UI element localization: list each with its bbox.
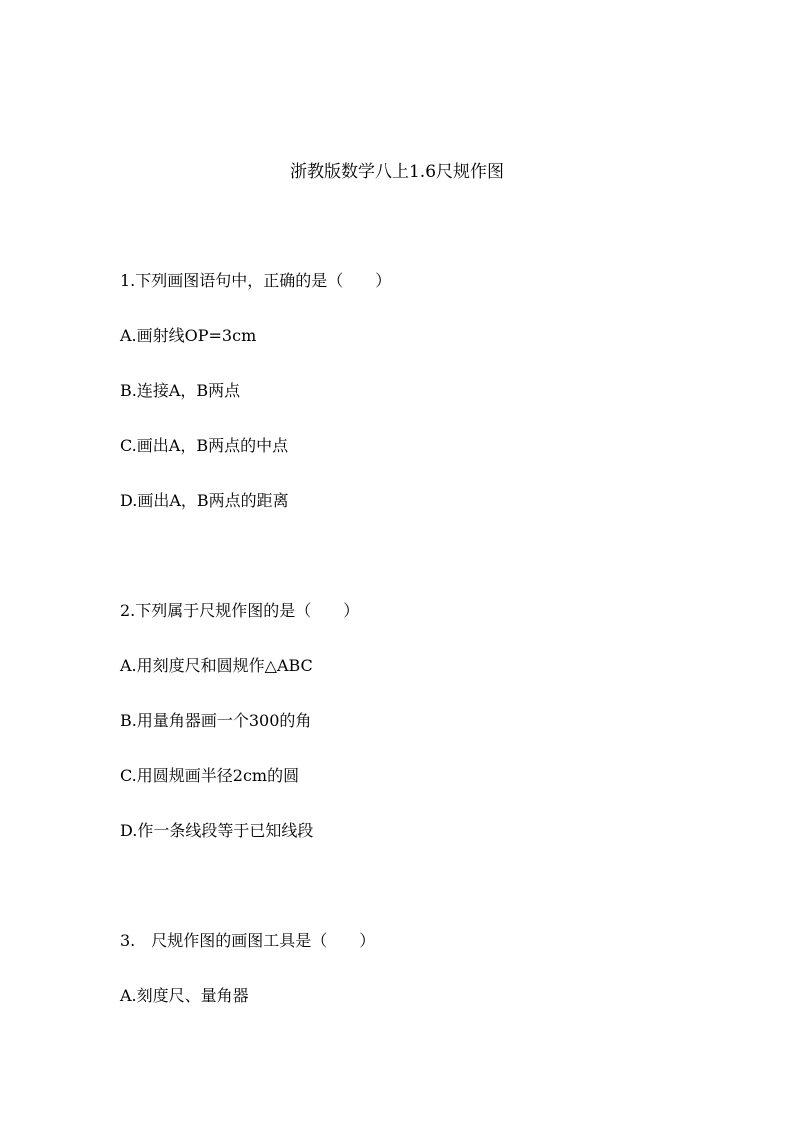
question-2-stem: 2.下列属于尺规作图的是（ ） (120, 601, 360, 620)
question-2-option-d: D.作一条线段等于已知线段 (120, 821, 314, 840)
question-3-option-a: A.刻度尺、量角器 (120, 986, 249, 1005)
document-title: 浙教版数学八上1.6尺规作图 (289, 162, 505, 182)
question-2-option-c: C.用圆规画半径2cm的圆 (120, 766, 300, 785)
question-2-option-b: B.用量角器画一个300的角 (120, 711, 312, 730)
question-1-option-a: A.画射线OP=3cm (120, 326, 257, 345)
question-1-option-c: C.画出A，B两点的中点 (120, 436, 289, 455)
question-3-stem: 3. 尺规作图的画图工具是（ ） (120, 931, 376, 950)
question-1-option-d: D.画出A，B两点的距离 (120, 491, 289, 510)
question-1-option-b: B.连接A，B两点 (120, 381, 241, 400)
question-2-option-a: A.用刻度尺和圆规作△ABC (120, 656, 313, 675)
question-1-stem: 1.下列画图语句中，正确的是（ ） (120, 271, 392, 290)
